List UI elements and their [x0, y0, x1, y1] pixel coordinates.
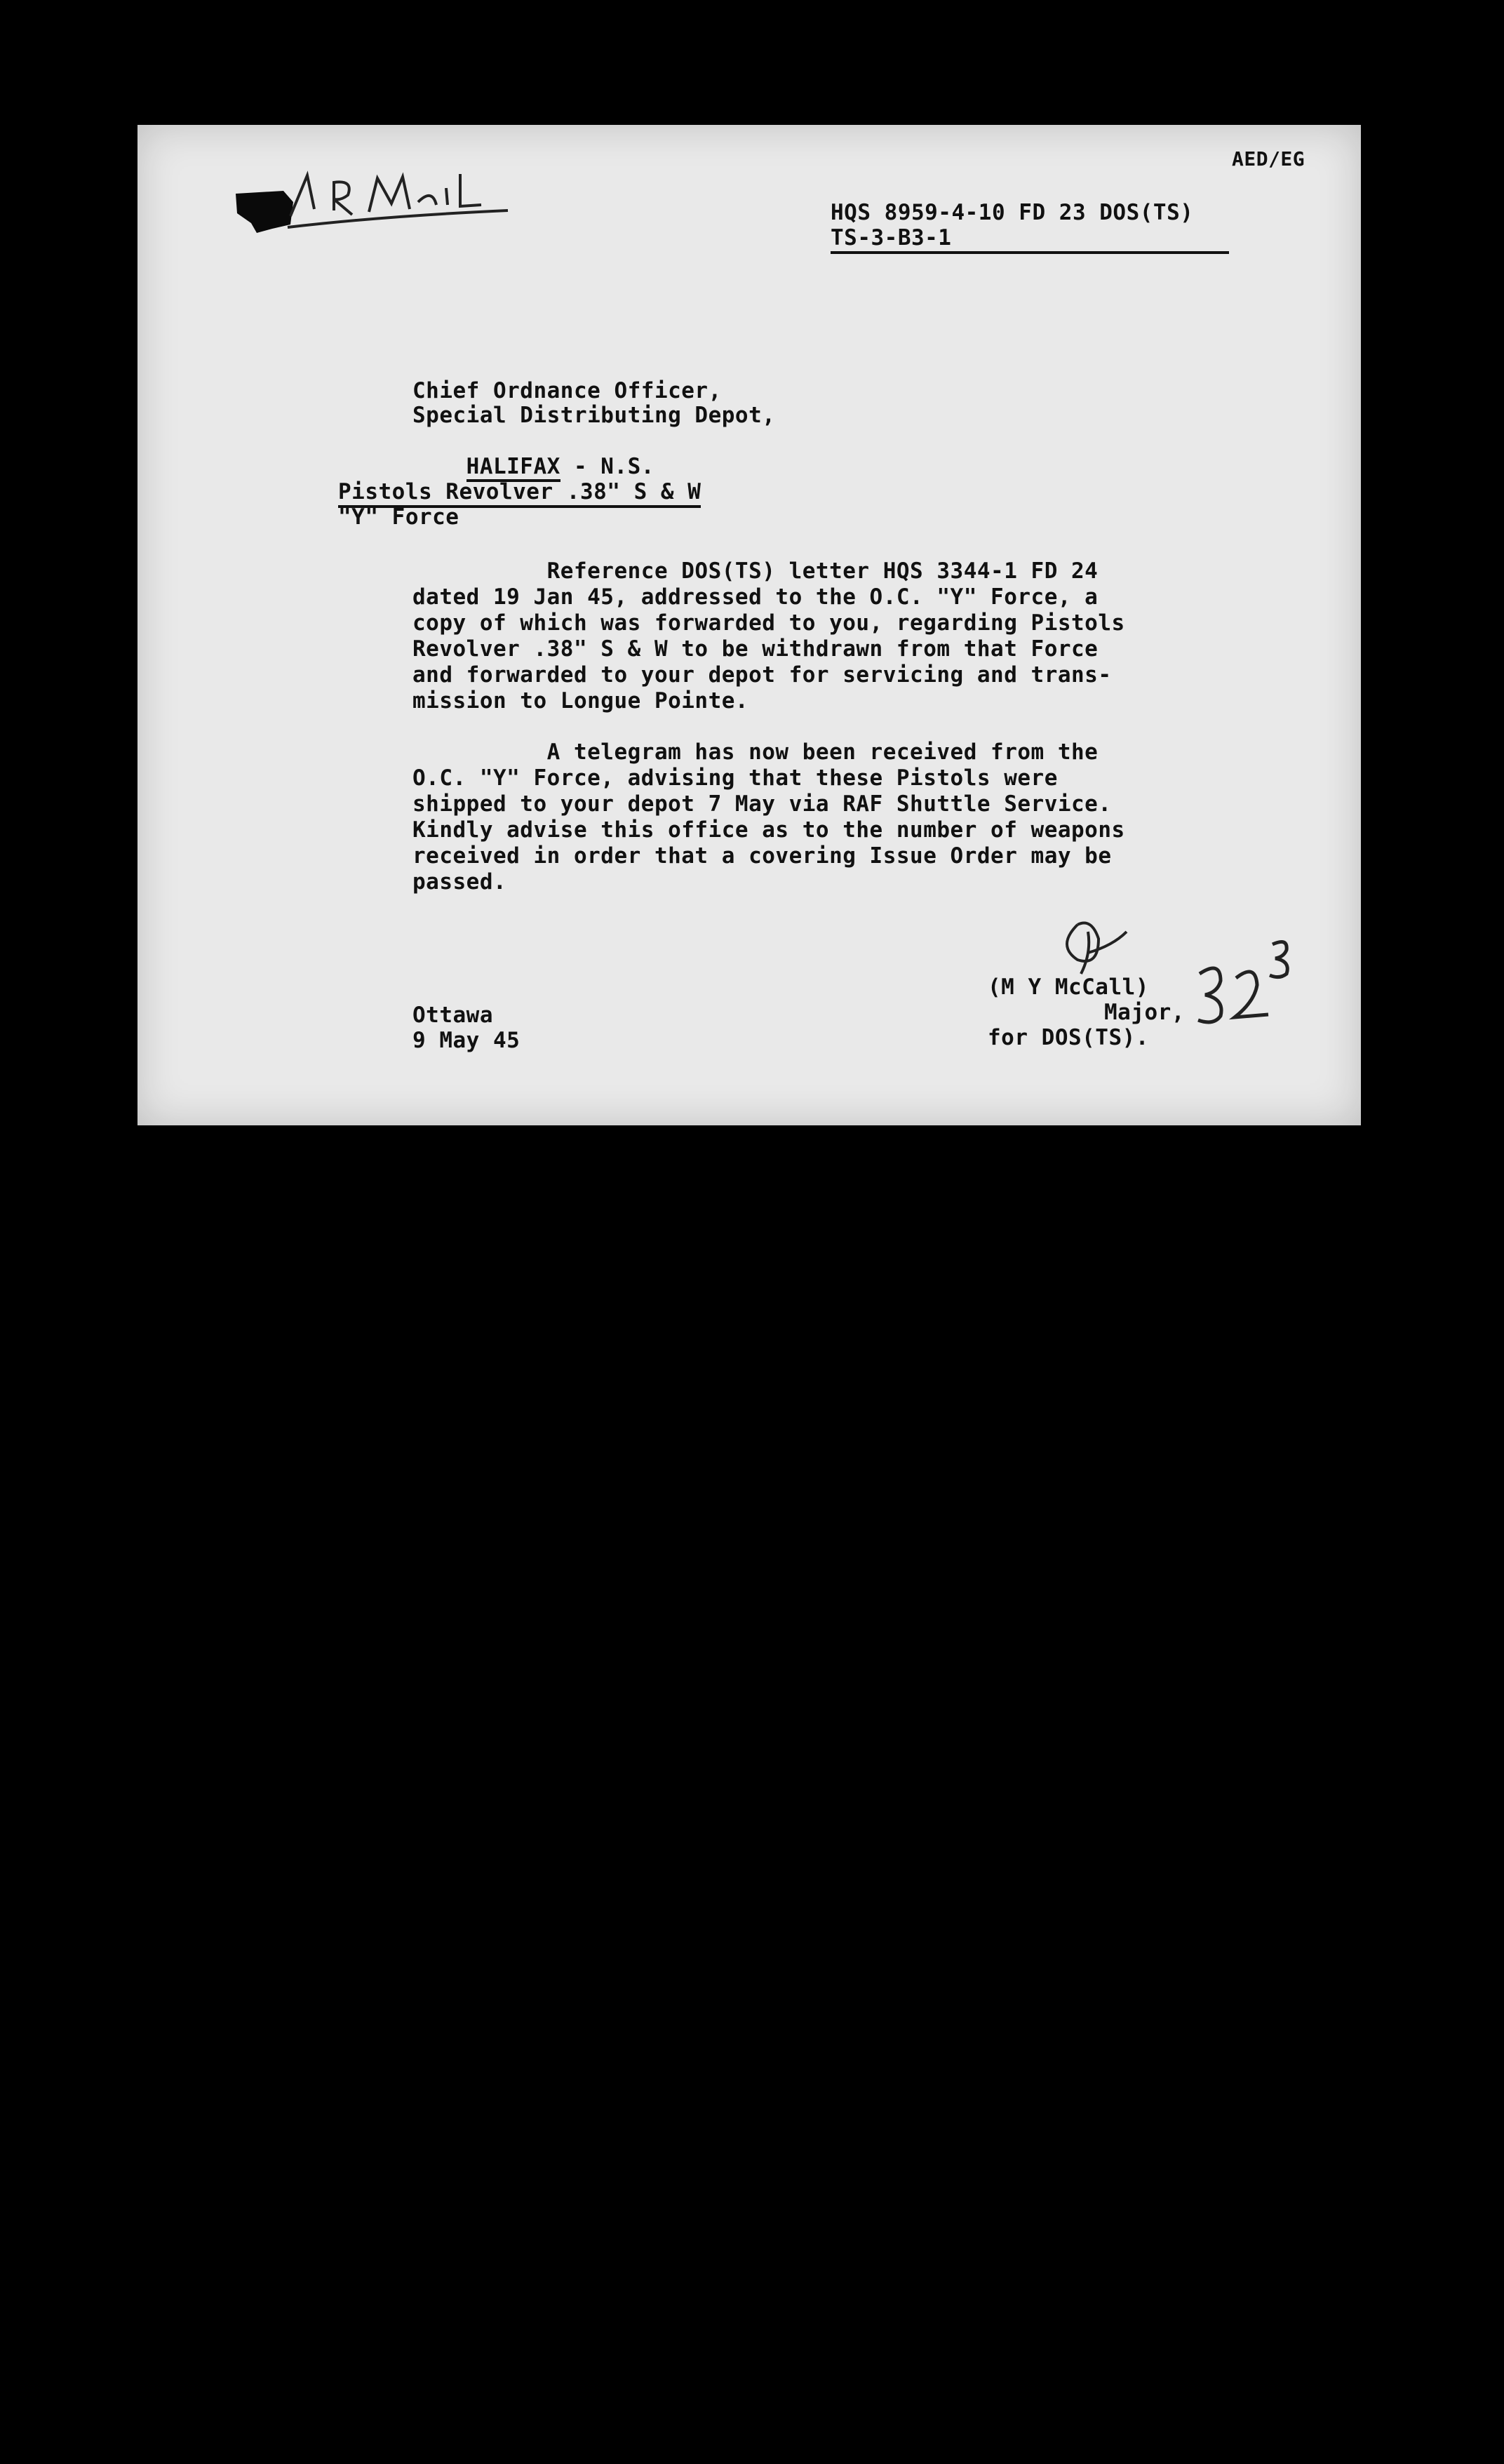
recipient-line-2: Special Distributing Depot, — [412, 403, 776, 428]
recipient-province: - N.S. — [560, 454, 654, 479]
paragraph-line: received in order that a covering Issue Order may be — [412, 843, 1112, 869]
signatory-rank: Major, — [1104, 1000, 1185, 1025]
signatory-for: for DOS(TS). — [988, 1025, 1149, 1050]
paragraph-line: passed. — [412, 869, 507, 895]
handwritten-note — [229, 160, 523, 251]
handwritten-page-number — [1193, 932, 1305, 1030]
body-paragraph-1 — [412, 558, 1125, 714]
paragraph-line: shipped to your depot 7 May via RAF Shuttle Service. — [412, 791, 1112, 817]
paragraph-line: Reference DOS(TS) letter HQS 3344-1 FD 24 — [412, 558, 1099, 584]
place: Ottawa — [412, 1003, 493, 1028]
paragraph-line: O.C. "Y" Force, advising that these Pistols were — [412, 765, 1058, 791]
document-page — [137, 125, 1361, 1125]
paragraph-line: Revolver .38" S & W to be withdrawn from that Force — [412, 636, 1099, 662]
recipient-line-1: Chief Ordnance Officer, — [412, 378, 722, 403]
subject-line-2: "Y" Force — [338, 504, 459, 530]
top-right-code: AED/EG — [1232, 147, 1305, 170]
recipient-city: HALIFAX — [466, 454, 560, 482]
paragraph-line: mission to Longue Pointe. — [412, 688, 749, 714]
handwriting-scribble-icon — [229, 160, 523, 251]
body-paragraph-2 — [412, 739, 1125, 895]
file-reference-secondary: TS-3-B3-1 — [831, 225, 1229, 254]
paragraph-line: copy of which was forwarded to you, regarding Pistols — [412, 610, 1125, 636]
signatory-name: (M Y McCall) — [988, 975, 1149, 1000]
paragraph-line: dated 19 Jan 45, addressed to the O.C. "Y" Force, a — [412, 584, 1099, 610]
date: 9 May 45 — [412, 1028, 521, 1053]
paragraph-line: A telegram has now been received from the — [412, 739, 1099, 765]
paragraph-line: Kindly advise this office as to the number of weapons — [412, 817, 1125, 843]
paragraph-line: and forwarded to your depot for servicing and trans- — [412, 662, 1112, 688]
subject-line: Pistols Revolver .38" S & W — [338, 478, 701, 508]
file-reference: HQS 8959-4-10 FD 23 DOS(TS) — [831, 200, 1194, 225]
